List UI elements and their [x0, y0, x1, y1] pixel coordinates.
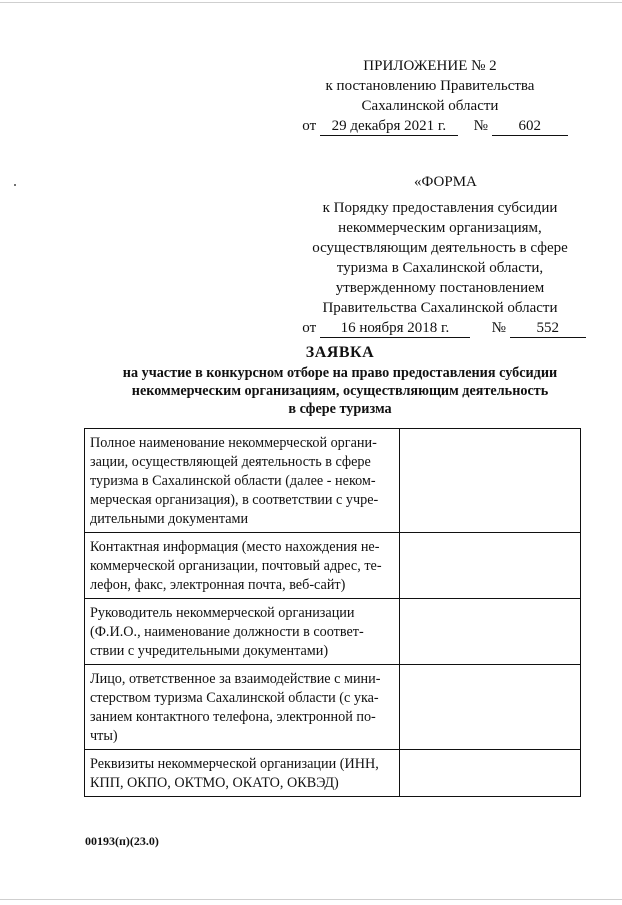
- row-label-line: лефон, факс, электронная почта, веб-сайт): [90, 577, 346, 593]
- table-row: [85, 665, 581, 750]
- row-label-line: Контактная информация (место нахождения не-: [90, 539, 380, 555]
- row-label-line: (Ф.И.О., наименование должности в соответ-: [90, 624, 364, 640]
- row-label-line: КПП, ОКПО, ОКТМО, ОКАТО, ОКВЭД): [90, 775, 339, 791]
- row-label-cell: [85, 750, 400, 797]
- row-value-cell[interactable]: [400, 750, 581, 797]
- row-value-cell[interactable]: [400, 533, 581, 599]
- row-label-line: Лицо, ответственное за взаимодействие с мини-: [90, 671, 381, 687]
- form-line: утвержденному постановлением: [335, 280, 545, 296]
- row-label-line: стерством туризма Сахалинской области (с ука-: [90, 690, 379, 706]
- subtitle-line: на участие в конкурсном отборе на право предоставления субсидии: [122, 365, 558, 381]
- form-reference-line: [298, 318, 590, 338]
- application-table: [84, 428, 581, 797]
- row-label-line: Руководитель некоммерческой организации: [90, 605, 355, 621]
- form-number-sign: №: [491, 320, 506, 336]
- row-value-cell[interactable]: [400, 665, 581, 750]
- form-date: 16 ноября 2018 г.: [320, 320, 470, 338]
- appendix-from-prefix: от: [302, 118, 317, 134]
- form-number: 552: [510, 320, 586, 338]
- scan-edge-bottom: [0, 899, 622, 900]
- scan-speck: [14, 184, 16, 186]
- form-line: некоммерческим организациям,: [338, 220, 542, 236]
- appendix-header: [280, 56, 580, 136]
- appendix-line-2: к постановлению Правительства: [325, 78, 535, 94]
- row-label-cell: [85, 533, 400, 599]
- row-label-line: дительными документами: [90, 511, 249, 527]
- appendix-date: 29 декабря 2021 г.: [320, 118, 458, 136]
- row-label-line: Полное наименование некоммерческой органи-: [90, 435, 377, 451]
- table-row: [85, 599, 581, 665]
- form-from-prefix: от: [302, 320, 317, 336]
- scan-edge-top: [0, 2, 622, 3]
- row-label-line: ствии с учредительными документами): [90, 643, 329, 659]
- appendix-title: ПРИЛОЖЕНИЕ № 2: [363, 58, 497, 74]
- subtitle-line: в сфере туризма: [288, 401, 392, 417]
- row-label-cell: [85, 429, 400, 533]
- table-row: [85, 429, 581, 533]
- row-label-line: Реквизиты некоммерческой организации (ИНН,: [90, 756, 379, 772]
- appendix-number: 602: [492, 118, 568, 136]
- row-label-line: зации, осуществляющей деятельность в сфере: [90, 454, 371, 470]
- row-label-line: коммерческой организации, почтовый адрес, те-: [90, 558, 382, 574]
- table-row: [85, 533, 581, 599]
- row-value-cell[interactable]: [400, 599, 581, 665]
- form-line: осуществляющим деятельность в сфере: [312, 240, 568, 256]
- row-label-cell: [85, 599, 400, 665]
- appendix-line-3: Сахалинской области: [361, 98, 499, 114]
- subtitle-line: некоммерческим организациям, осуществляющим деятельность: [131, 383, 549, 399]
- row-label-line: мерческая организация), в соответствии с учре-: [90, 492, 379, 508]
- row-label-line: туризма в Сахалинской области (далее - неком-: [90, 473, 376, 489]
- table-row: [85, 750, 581, 797]
- form-line: туризма в Сахалинской области,: [336, 260, 544, 276]
- form-line: Правительства Сахалинской области: [322, 300, 558, 316]
- document-subtitle: [60, 364, 620, 418]
- row-label-cell: [85, 665, 400, 750]
- appendix-reference-line: [290, 116, 580, 136]
- form-label: «ФОРМА: [414, 174, 477, 190]
- form-line: к Порядку предоставления субсидии: [322, 200, 558, 216]
- row-label-line: занием контактного телефона, электронной по-: [90, 709, 376, 725]
- document-code: 00193(п)(23.0): [85, 834, 159, 848]
- row-label-line: чты): [90, 728, 118, 744]
- row-value-cell[interactable]: [400, 429, 581, 533]
- form-header: [290, 198, 590, 338]
- document-title: ЗАЯВКА: [305, 344, 375, 361]
- appendix-number-sign: №: [473, 118, 488, 134]
